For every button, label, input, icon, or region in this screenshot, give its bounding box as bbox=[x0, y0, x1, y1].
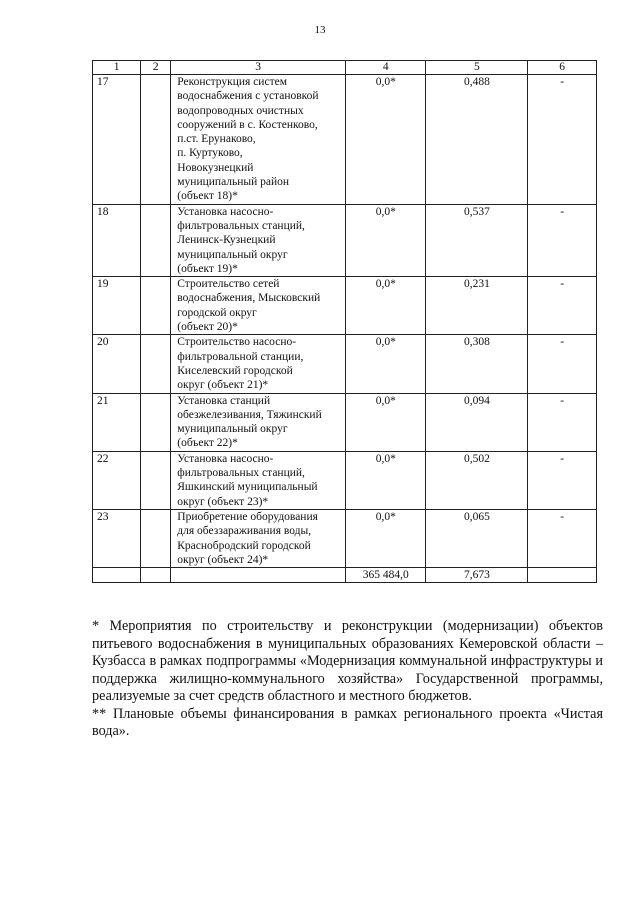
header-cell: 2 bbox=[141, 61, 171, 75]
activity-name-cell bbox=[171, 509, 346, 567]
activity-name-line: (объект 22)* bbox=[177, 437, 238, 450]
column-2-cell bbox=[141, 393, 171, 451]
row-number-cell: 17 bbox=[93, 75, 141, 205]
header-cell: 4 bbox=[346, 61, 426, 75]
column-2-cell bbox=[141, 335, 171, 393]
column-2-cell bbox=[141, 75, 171, 205]
activity-name-line: фильтровальных станций, bbox=[177, 219, 305, 232]
value-col5-cell: 0,502 bbox=[426, 451, 528, 509]
activity-name-line: сооружений в с. Костенково, bbox=[177, 118, 318, 131]
footnote-2: ** Плановые объемы финансирования в рамках регионального проекта «Чистая вода». bbox=[92, 705, 603, 739]
activity-name-line: водоснабжения, Мысковский bbox=[177, 292, 321, 305]
footnote-1: * Мероприятия по строительству и реконструкции (модернизации) объектов питьевого водоснабжения в муниципальных образованиях Кемеровской области – Кузбасса в рамках подпрограммы «Модернизация коммунальной инфраструктуры и поддержка жилищно-коммунального хозяйства» Государственной программы, реализуемые за счет средств областного и местного бюджетов. bbox=[92, 618, 603, 704]
activity-name-line: для обеззараживания воды, bbox=[177, 525, 312, 538]
activity-name-line: округ (объект 23)* bbox=[177, 495, 269, 508]
activity-name-line: фильтровальных станций, bbox=[177, 467, 305, 480]
row-number-cell: 23 bbox=[93, 509, 141, 567]
activity-name-line: (объект 20)* bbox=[177, 321, 238, 334]
value-col6-cell: - bbox=[528, 204, 597, 276]
activity-name-line: Ленинск-Кузнецкий bbox=[177, 234, 276, 247]
activity-name-line: Приобретение оборудования bbox=[177, 510, 318, 523]
value-col5-cell: 0,094 bbox=[426, 393, 528, 451]
total-col5-cell: 7,673 bbox=[426, 568, 528, 583]
value-col5-cell: 0,488 bbox=[426, 75, 528, 205]
table-row bbox=[93, 509, 597, 567]
activity-name-line: Реконструкция систем bbox=[177, 76, 287, 88]
row-number-cell: 22 bbox=[93, 451, 141, 509]
header-cell: 6 bbox=[528, 61, 597, 75]
activity-name-line: (объект 19)* bbox=[177, 262, 238, 275]
value-col4-cell: 0,0* bbox=[346, 451, 426, 509]
value-col6-cell: - bbox=[528, 335, 597, 393]
activity-name-line: Установка станций bbox=[177, 394, 271, 407]
value-col4-cell: 0,0* bbox=[346, 335, 426, 393]
activity-name-line: городской округ bbox=[177, 306, 257, 319]
total-col6-cell bbox=[528, 568, 597, 583]
activity-name-line: Строительство насосно- bbox=[177, 336, 297, 349]
activity-name-line: округ (объект 24)* bbox=[177, 553, 269, 566]
table-row bbox=[93, 393, 597, 451]
activity-name-cell bbox=[171, 75, 346, 205]
table-row bbox=[93, 335, 597, 393]
value-col6-cell: - bbox=[528, 393, 597, 451]
value-col6-cell: - bbox=[528, 75, 597, 205]
value-col5-cell: 0,065 bbox=[426, 509, 528, 567]
value-col6-cell: - bbox=[528, 277, 597, 335]
activity-name-cell bbox=[171, 451, 346, 509]
activity-name-cell bbox=[171, 204, 346, 276]
activity-name-line: Установка насосно- bbox=[177, 452, 274, 465]
activity-name-cell bbox=[171, 335, 346, 393]
footnotes bbox=[92, 618, 603, 741]
header-cell: 1 bbox=[93, 61, 141, 75]
value-col5-cell: 0,537 bbox=[426, 204, 528, 276]
total-row bbox=[93, 568, 597, 583]
activity-name-line: п.ст. Ерунаково, bbox=[177, 133, 256, 146]
activity-name-line: муниципальный район bbox=[177, 176, 290, 189]
activity-name-line: фильтровальной станции, bbox=[177, 350, 304, 363]
financing-table bbox=[92, 60, 597, 583]
empty-cell bbox=[93, 568, 141, 583]
value-col5-cell: 0,231 bbox=[426, 277, 528, 335]
activity-name-line: (объект 18)* bbox=[177, 190, 238, 203]
activity-name-line: муниципальный округ bbox=[177, 248, 288, 261]
column-2-cell bbox=[141, 509, 171, 567]
header-cell: 3 bbox=[171, 61, 346, 75]
row-number-cell: 18 bbox=[93, 204, 141, 276]
total-col4-cell: 365 484,0 bbox=[346, 568, 426, 583]
row-number-cell: 19 bbox=[93, 277, 141, 335]
empty-cell bbox=[171, 568, 346, 583]
table-row bbox=[93, 75, 597, 205]
row-number-cell: 20 bbox=[93, 335, 141, 393]
activity-name-line: муниципальный округ bbox=[177, 423, 288, 436]
row-number-cell: 21 bbox=[93, 393, 141, 451]
page-number: 13 bbox=[314, 24, 326, 36]
value-col6-cell: - bbox=[528, 451, 597, 509]
column-2-cell bbox=[141, 451, 171, 509]
table-row bbox=[93, 204, 597, 276]
activity-name-line: Новокузнецкий bbox=[177, 161, 254, 174]
table-row bbox=[93, 277, 597, 335]
activity-name-line: Яшкинский муниципальный bbox=[177, 481, 318, 494]
activity-name-cell bbox=[171, 277, 346, 335]
value-col4-cell: 0,0* bbox=[346, 393, 426, 451]
column-2-cell bbox=[141, 204, 171, 276]
value-col4-cell: 0,0* bbox=[346, 277, 426, 335]
activity-name-line: Киселевский городской bbox=[177, 364, 293, 377]
header-cell: 5 bbox=[426, 61, 528, 75]
activity-name-line: водопроводных очистных bbox=[177, 104, 304, 117]
value-col6-cell: - bbox=[528, 509, 597, 567]
activity-name-line: Краснобродский городской bbox=[177, 539, 311, 552]
activity-name-line: обезжелезивания, Тяжинский bbox=[177, 408, 322, 421]
activity-name-line: округ (объект 21)* bbox=[177, 379, 269, 392]
empty-cell bbox=[141, 568, 171, 583]
value-col5-cell: 0,308 bbox=[426, 335, 528, 393]
activity-name-cell bbox=[171, 393, 346, 451]
value-col4-cell: 0,0* bbox=[346, 509, 426, 567]
table-row bbox=[93, 451, 597, 509]
activity-name-line: Установка насосно- bbox=[177, 205, 274, 218]
column-2-cell bbox=[141, 277, 171, 335]
activity-name-line: п. Куртуково, bbox=[177, 147, 243, 160]
value-col4-cell: 0,0* bbox=[346, 204, 426, 276]
activity-name-line: Строительство сетей bbox=[177, 278, 280, 291]
value-col4-cell: 0,0* bbox=[346, 75, 426, 205]
activity-name-line: водоснабжения с установкой bbox=[177, 90, 319, 103]
table-header-row bbox=[93, 61, 597, 75]
